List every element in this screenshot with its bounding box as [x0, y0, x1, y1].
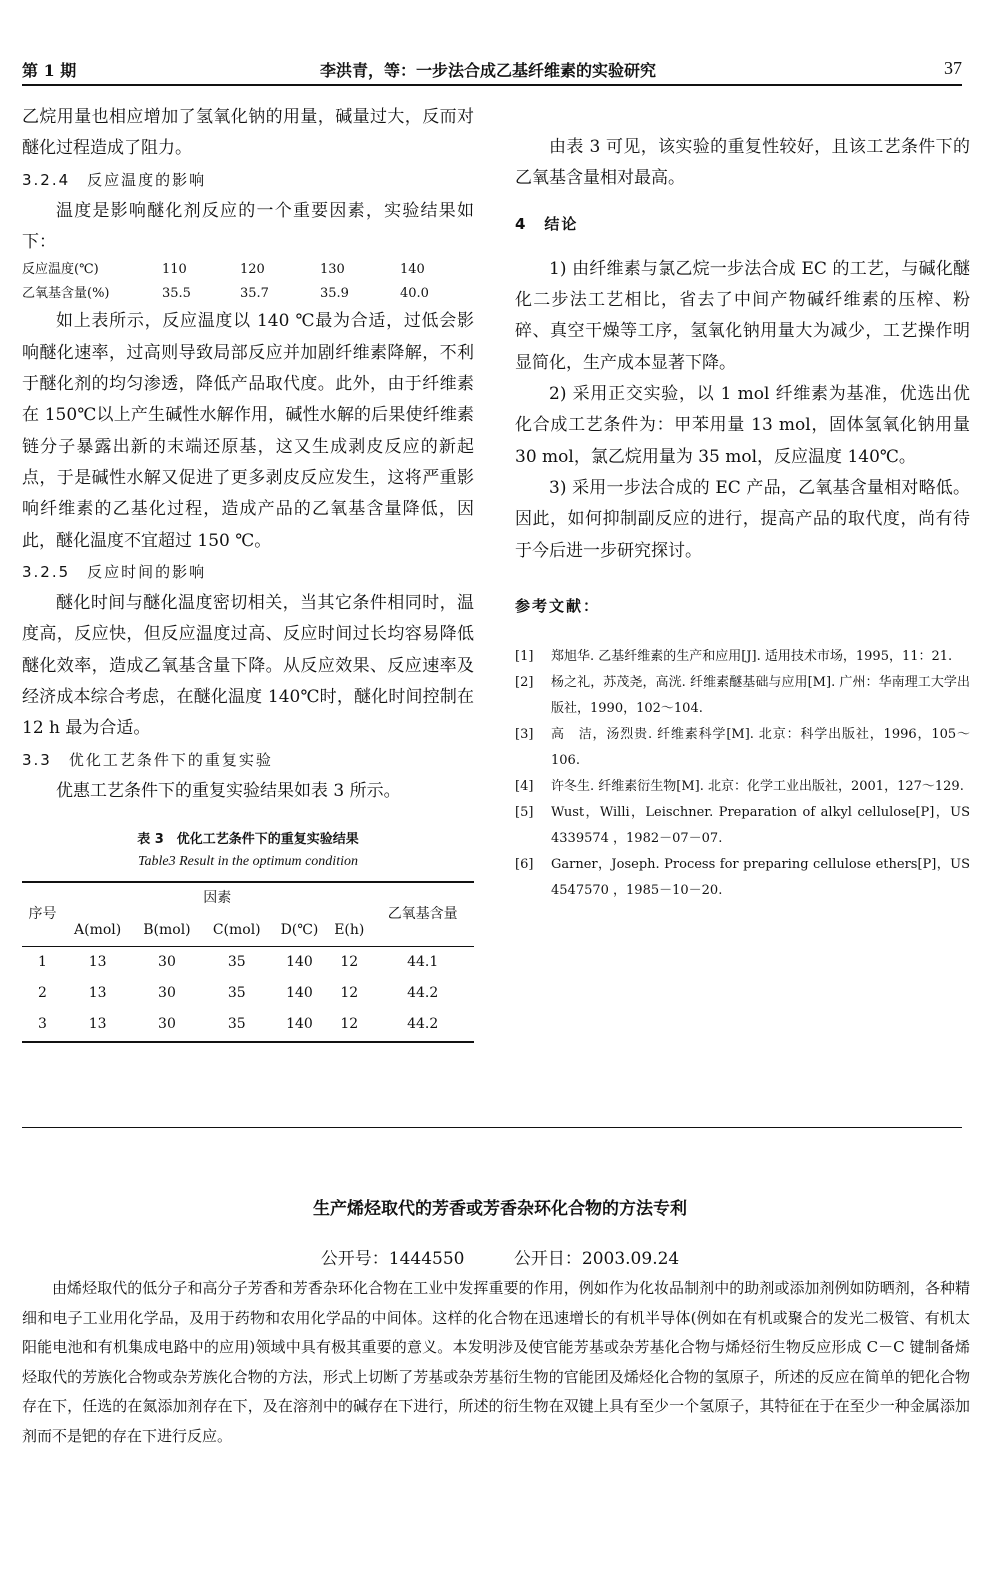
running-header	[22, 54, 962, 86]
reference-item	[515, 800, 970, 852]
temperature-row	[22, 258, 474, 282]
table3-header-factor: 因素	[63, 882, 371, 914]
table-cell: 140	[286, 985, 313, 1002]
reference-item	[515, 644, 970, 670]
table3-factor: E(h)	[327, 915, 371, 947]
section-3-2-4-heading: 3.2.4 反应温度的影响	[22, 170, 207, 189]
reference-text: 杨之礼，苏茂尧，高洸. 纤维素醚基础与应用[M]. 广州：华南理工大学出版社，1990，102～104.	[551, 675, 970, 717]
reference-item	[515, 722, 970, 774]
page-number: 37	[944, 58, 962, 78]
table-cell: 35.5	[162, 286, 191, 302]
issue-label: 第 1 期	[22, 61, 77, 80]
table-cell: 35	[227, 953, 246, 970]
reference-item	[515, 670, 970, 722]
table-cell: 2	[38, 985, 47, 1002]
table-row	[22, 946, 474, 978]
references-heading: 参考文献：	[515, 596, 601, 615]
paragraph-temperature-intro: 温度是影响醚化剂反应的一个重要因素，实验结果如下：	[22, 200, 474, 253]
reference-number: [1]	[515, 649, 534, 665]
patent-publication-number: 公开号：1444550	[320, 1249, 465, 1269]
patent-title: 生产烯烃取代的芳香或芳香杂环化合物的方法专利	[313, 1199, 687, 1219]
paragraph-temperature-discussion: 如上表所示，反应温度以 140 ℃最为合适，过低会影响醚化速率，过高则导致局部反应并加剧纤维素降解，不利于醚化剂的均匀渗透，降低产品取代度。此外，由于纤维素在 150℃以上产生碱性水解作用，碱性水解的后果使纤维素链分子暴露出新的末端还原基，这又生成剥皮反应的新起点，于是碱性水解又促进了更多剥皮反应发生，这将严重影响纤维素的乙基化过程，造成产品的乙氧基含量降低，因此，醚化温度不宜超过 150 ℃。	[22, 311, 474, 551]
table3	[22, 881, 474, 1042]
table-cell: 35.9	[320, 286, 349, 302]
reference-text: 高 洁，汤烈贵. 纤维素科学[M]. 北京：科学出版社，1996，105～106.	[551, 727, 970, 769]
table-cell: 1	[38, 953, 47, 970]
table-cell: 反应温度(℃)	[22, 262, 99, 278]
table-cell: 13	[88, 953, 107, 970]
conclusion-1: 1) 由纤维素与氯乙烷一步法合成 EC 的工艺，与碱化醚化二步法工艺相比，省去了中间产物碱纤维素的压榨、粉碎、真空干燥等工序，氢氧化钠用量大为减少，工艺操作明显简化，生产成本显著下降。	[515, 258, 970, 373]
table-cell: 30	[132, 1009, 201, 1041]
reference-item	[515, 774, 970, 800]
table-cell: 3	[22, 1009, 63, 1041]
table-cell: 40.0	[400, 286, 429, 302]
right-column	[515, 132, 970, 904]
reference-text: 许冬生. 纤维素衍生物[M]. 北京：化学工业出版社，2001，127～129.	[551, 779, 964, 795]
table-cell: 乙氧基含量(%)	[22, 286, 110, 302]
ethoxy-row	[22, 282, 474, 306]
paragraph-table3-discussion: 由表 3 可见，该实验的重复性较好，且该工艺条件下的乙氧基含量相对最高。	[515, 137, 970, 189]
reference-item	[515, 852, 970, 904]
table3-factor: B(mol)	[132, 915, 201, 947]
table-cell: 120	[240, 262, 265, 278]
reference-number: [2]	[515, 675, 534, 691]
table3-factor: C(mol)	[202, 915, 272, 947]
patent-publication-date: 公开日：2003.09.24	[513, 1249, 680, 1269]
table3-factor: A(mol)	[63, 915, 132, 947]
table-cell: 12	[340, 985, 359, 1002]
paragraph-time-discussion: 醚化时间与醚化温度密切相关，当其它条件相同时，温度高，反应快，但反应温度过高、反应时间过长均容易降低醚化效率，造成乙氧基含量下降。从反应效果、反应速率及经济成本综合考虑，在醚化温度 140℃时，醚化时间控制在 12 h 最为合适。	[22, 593, 474, 739]
table-cell: 140	[400, 262, 425, 278]
table3-factor: D(℃)	[272, 915, 327, 947]
table-cell: 44.2	[407, 985, 439, 1002]
reference-text: Wust，Willi，Leischner. Preparation of alkyl cellulose[P]，US 4339574 ，1982－07－07.	[551, 805, 970, 847]
table-cell: 35	[202, 1009, 272, 1041]
patent-numbers	[0, 1244, 1000, 1269]
table-row	[22, 1009, 474, 1041]
table-cell: 13	[88, 985, 107, 1002]
conclusion-2: 2) 采用正交实验，以 1 mol 纤维素为基准，优选出优化合成工艺条件为：甲苯用量 13 mol，固体氢氧化钠用量 30 mol，氯乙烷用量为 35 mol，反应温度 140℃。	[515, 384, 970, 467]
section-3-3-heading: 3.3 优化工艺条件下的重复实验	[22, 750, 273, 769]
table3-header-result: 乙氧基含量	[371, 882, 474, 946]
table3-caption-en: Table3 Result in the optimum condition	[138, 854, 358, 870]
section-divider	[22, 1127, 962, 1128]
table3-header-no: 序号	[22, 882, 63, 946]
table-cell: 44.1	[407, 953, 439, 970]
table-cell: 35	[227, 985, 246, 1002]
table-cell: 12	[340, 953, 359, 970]
reference-number: [5]	[515, 805, 534, 821]
patent-body: 由烯烃取代的低分子和高分子芳香和芳香杂环化合物在工业中发挥重要的作用，例如作为化妆品制剂中的助剂或添加剂例如防晒剂，各种精细和电子工业用化学品，及用于药物和农用化学品的中间体。这样的化合物在迅速增长的有机半导体(例如在有机或聚合的发光二极管、有机太阳能电池和有机集成电路中的应用)领域中具有极其重要的意义。本发明涉及使官能芳基或杂芳基化合物与烯烃衍生物反应形成 C－C 键制备烯烃取代的芳族化合物或杂芳族化合物的方法，形式上切断了芳基或杂芳基衍生物的官能团及烯烃化合物的氢原子，所述的反应在简单的钯化合物存在下，任选的在氮添加剂存在下，及在溶剂中的碱存在下进行，所述的衍生物在双键上具有至少一个氢原子，其特征在于在至少一种金属添加剂而不是钯的存在下进行反应。	[22, 1279, 970, 1445]
section-3-2-5-heading: 3.2.5 反应时间的影响	[22, 562, 207, 581]
table-cell: 110	[162, 262, 187, 278]
running-title: 李洪青，等：一步法合成乙基纤维素的实验研究	[320, 61, 657, 80]
paragraph-continued: 乙烷用量也相应增加了氢氧化钠的用量，碱量过大，反而对醚化过程造成了阻力。	[22, 107, 474, 159]
reference-number: [3]	[515, 727, 534, 743]
conclusion-3: 3) 采用一步法合成的 EC 产品，乙氧基含量相对略低。因此，如何抑制副反应的进行，提高产品的取代度，尚有待于今后进一步研究探讨。	[515, 477, 970, 561]
reference-list	[515, 644, 970, 904]
reference-number: [4]	[515, 779, 534, 795]
table-cell: 13	[63, 1009, 132, 1041]
table-cell: 30	[158, 985, 176, 1002]
table-cell: 44.2	[371, 1009, 474, 1041]
table-cell: 140	[272, 1009, 327, 1041]
table-cell: 12	[327, 1009, 371, 1041]
paragraph-repeat-intro: 优惠工艺条件下的重复实验结果如表 3 所示。	[56, 780, 401, 801]
temperature-table	[22, 258, 474, 306]
reference-text: 郑旭华. 乙基纤维素的生产和应用[J]. 适用技术市场，1995，11：21.	[551, 649, 953, 665]
left-column	[22, 102, 474, 1043]
table-cell: 140	[286, 953, 313, 970]
table3-caption: 表 3 优化工艺条件下的重复实验结果	[137, 832, 359, 848]
reference-number: [6]	[515, 857, 534, 873]
table-row	[22, 978, 474, 1009]
section-4-heading: 4 结论	[515, 214, 579, 233]
table-cell: 30	[158, 953, 176, 970]
table-cell: 35.7	[240, 286, 269, 302]
table-cell: 130	[320, 262, 345, 278]
reference-text: Garner，Joseph. Process for preparing cellulose ethers[P]，US 4547570 ，1985－10－20.	[551, 857, 970, 899]
